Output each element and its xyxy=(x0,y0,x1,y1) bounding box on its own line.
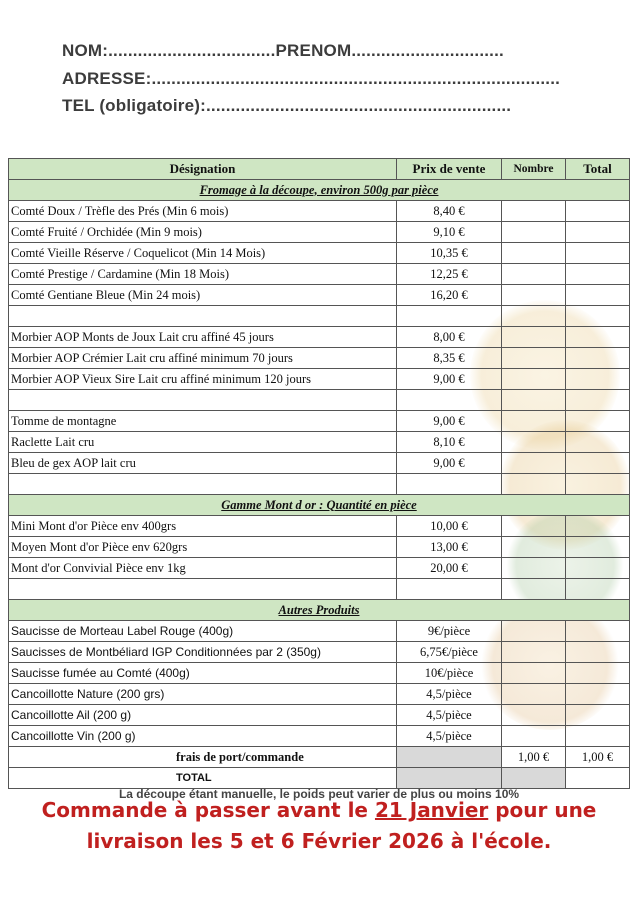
autres-row xyxy=(9,663,630,684)
total-cell[interactable] xyxy=(566,348,630,369)
product-price: 8,40 € xyxy=(397,201,502,222)
total-cell[interactable] xyxy=(566,558,630,579)
total-cell[interactable] xyxy=(566,663,630,684)
other-row xyxy=(9,432,630,453)
total-label: TOTAL xyxy=(9,768,397,789)
autres-row xyxy=(9,705,630,726)
total-value-cell[interactable] xyxy=(566,768,630,789)
product-name: Morbier AOP Crémier Lait cru affiné minimum 70 jours xyxy=(9,348,397,369)
weight-note: La découpe étant manuelle, le poids peut varier de plus ou moins 10% xyxy=(118,787,520,801)
product-name: Cancoillotte Ail (200 g) xyxy=(9,705,397,726)
comte-row xyxy=(9,243,630,264)
total-cell[interactable] xyxy=(566,411,630,432)
quantity-cell[interactable] xyxy=(502,243,566,264)
product-price: 10,35 € xyxy=(397,243,502,264)
quantity-cell[interactable] xyxy=(502,369,566,390)
mont-row xyxy=(9,537,630,558)
total-cell[interactable] xyxy=(566,243,630,264)
quantity-cell[interactable] xyxy=(502,411,566,432)
product-price: 6,75€/pièce xyxy=(397,642,502,663)
product-name: Moyen Mont d'or Pièce env 620grs xyxy=(9,537,397,558)
section-fromage-row xyxy=(9,180,630,201)
section-autres-row xyxy=(9,600,630,621)
total-cell[interactable] xyxy=(566,621,630,642)
comte-row xyxy=(9,285,630,306)
comte-row xyxy=(9,201,630,222)
frais-nombre: 1,00 € xyxy=(502,747,566,768)
product-price: 8,00 € xyxy=(397,327,502,348)
quantity-cell[interactable] xyxy=(502,558,566,579)
deadline-date: 21 Janvier xyxy=(374,798,489,822)
quantity-cell[interactable] xyxy=(502,201,566,222)
frais-label: frais de port/commande xyxy=(9,747,397,768)
total-row xyxy=(9,768,630,789)
total-cell[interactable] xyxy=(566,264,630,285)
other-row xyxy=(9,453,630,474)
total-cell[interactable] xyxy=(566,453,630,474)
product-price: 12,25 € xyxy=(397,264,502,285)
autres-row xyxy=(9,684,630,705)
product-name: Mont d'or Convivial Pièce env 1kg xyxy=(9,558,397,579)
total-cell[interactable] xyxy=(566,642,630,663)
deadline-part1: Commande à passer avant le xyxy=(41,798,375,822)
section-autres-title: Autres Produits xyxy=(9,600,630,621)
product-price: 9,10 € xyxy=(397,222,502,243)
order-table xyxy=(8,158,630,789)
quantity-cell[interactable] xyxy=(502,285,566,306)
col-prix: Prix de vente xyxy=(397,159,502,180)
autres-row xyxy=(9,621,630,642)
quantity-cell[interactable] xyxy=(502,348,566,369)
section-fromage-title: Fromage à la découpe, environ 500g par pièce xyxy=(9,180,630,201)
total-cell[interactable] xyxy=(566,222,630,243)
product-name: Saucisse fumée au Comté (400g) xyxy=(9,663,397,684)
col-nombre: Nombre xyxy=(502,159,566,180)
deadline-line-1 xyxy=(0,798,638,822)
quantity-cell[interactable] xyxy=(502,705,566,726)
product-name: Morbier AOP Vieux Sire Lait cru affiné minimum 120 jours xyxy=(9,369,397,390)
autres-rows xyxy=(9,621,630,747)
product-name: Saucisses de Montbéliard IGP Conditionnées par 2 (350g) xyxy=(9,642,397,663)
morbier-row xyxy=(9,348,630,369)
product-price: 8,10 € xyxy=(397,432,502,453)
frais-total: 1,00 € xyxy=(566,747,630,768)
adresse-line[interactable]: ADRESSE:................................................................................... xyxy=(62,69,561,88)
quantity-cell[interactable] xyxy=(502,222,566,243)
total-cell[interactable] xyxy=(566,516,630,537)
mont-row xyxy=(9,558,630,579)
product-name: Raclette Lait cru xyxy=(9,432,397,453)
quantity-cell[interactable] xyxy=(502,642,566,663)
product-price: 9,00 € xyxy=(397,453,502,474)
product-name: Tomme de montagne xyxy=(9,411,397,432)
total-cell[interactable] xyxy=(566,537,630,558)
autres-row xyxy=(9,642,630,663)
autres-row xyxy=(9,726,630,747)
morbier-row xyxy=(9,327,630,348)
total-cell[interactable] xyxy=(566,201,630,222)
frais-price-cell xyxy=(397,747,502,768)
mont-row xyxy=(9,516,630,537)
product-name: Saucisse de Morteau Label Rouge (400g) xyxy=(9,621,397,642)
product-price: 9€/pièce xyxy=(397,621,502,642)
deadline-line-2: livraison les 5 et 6 Février 2026 à l'école. xyxy=(86,829,552,853)
comte-rows xyxy=(9,201,630,306)
section-mont-title: Gamme Mont d or : Quantité en pièce xyxy=(9,495,630,516)
total-cell[interactable] xyxy=(566,432,630,453)
product-price: 4,5/pièce xyxy=(397,684,502,705)
total-cell[interactable] xyxy=(566,285,630,306)
total-price-cell xyxy=(397,768,502,789)
deadline-part2: pour une xyxy=(488,798,597,822)
product-name: Comté Vieille Réserve / Coquelicot (Min 14 Mois) xyxy=(9,243,397,264)
total-cell[interactable] xyxy=(566,684,630,705)
product-name: Comté Doux / Trèfle des Prés (Min 6 mois) xyxy=(9,201,397,222)
total-cell[interactable] xyxy=(566,327,630,348)
quantity-cell[interactable] xyxy=(502,432,566,453)
total-nombre-cell xyxy=(502,768,566,789)
product-price: 13,00 € xyxy=(397,537,502,558)
product-price: 20,00 € xyxy=(397,558,502,579)
frais-row xyxy=(9,747,630,768)
product-price: 10,00 € xyxy=(397,516,502,537)
product-name: Bleu de gex AOP lait cru xyxy=(9,453,397,474)
product-price: 4,5/pièce xyxy=(397,705,502,726)
product-price: 9,00 € xyxy=(397,369,502,390)
col-designation: Désignation xyxy=(9,159,397,180)
product-price: 9,00 € xyxy=(397,411,502,432)
product-name: Comté Prestige / Cardamine (Min 18 Mois) xyxy=(9,264,397,285)
product-price: 16,20 € xyxy=(397,285,502,306)
product-price: 8,35 € xyxy=(397,348,502,369)
quantity-cell[interactable] xyxy=(502,516,566,537)
product-name: Cancoillotte Vin (200 g) xyxy=(9,726,397,747)
tel-line[interactable]: TEL (obligatoire):.............................................................. xyxy=(62,96,512,115)
product-name: Cancoillotte Nature (200 grs) xyxy=(9,684,397,705)
product-name: Mini Mont d'or Pièce env 400grs xyxy=(9,516,397,537)
nom-prenom-line[interactable]: NOM:..................................PRENOM............................... xyxy=(62,41,504,60)
total-cell[interactable] xyxy=(566,726,630,747)
quantity-cell[interactable] xyxy=(502,663,566,684)
total-cell[interactable] xyxy=(566,369,630,390)
comte-row xyxy=(9,222,630,243)
col-total: Total xyxy=(566,159,630,180)
product-price: 10€/pièce xyxy=(397,663,502,684)
other-row xyxy=(9,411,630,432)
total-cell[interactable] xyxy=(566,705,630,726)
morbier-rows xyxy=(9,327,630,390)
quantity-cell[interactable] xyxy=(502,537,566,558)
quantity-cell[interactable] xyxy=(502,264,566,285)
quantity-cell[interactable] xyxy=(502,621,566,642)
other-cheese-rows xyxy=(9,411,630,474)
mont-rows xyxy=(9,516,630,579)
table-header-row xyxy=(9,159,630,180)
product-name: Comté Gentiane Bleue (Min 24 mois) xyxy=(9,285,397,306)
section-mont-row xyxy=(9,495,630,516)
comte-row xyxy=(9,264,630,285)
quantity-cell[interactable] xyxy=(502,327,566,348)
quantity-cell[interactable] xyxy=(502,726,566,747)
quantity-cell[interactable] xyxy=(502,684,566,705)
product-price: 4,5/pièce xyxy=(397,726,502,747)
product-name: Morbier AOP Monts de Joux Lait cru affiné 45 jours xyxy=(9,327,397,348)
product-name: Comté Fruité / Orchidée (Min 9 mois) xyxy=(9,222,397,243)
morbier-row xyxy=(9,369,630,390)
quantity-cell[interactable] xyxy=(502,453,566,474)
